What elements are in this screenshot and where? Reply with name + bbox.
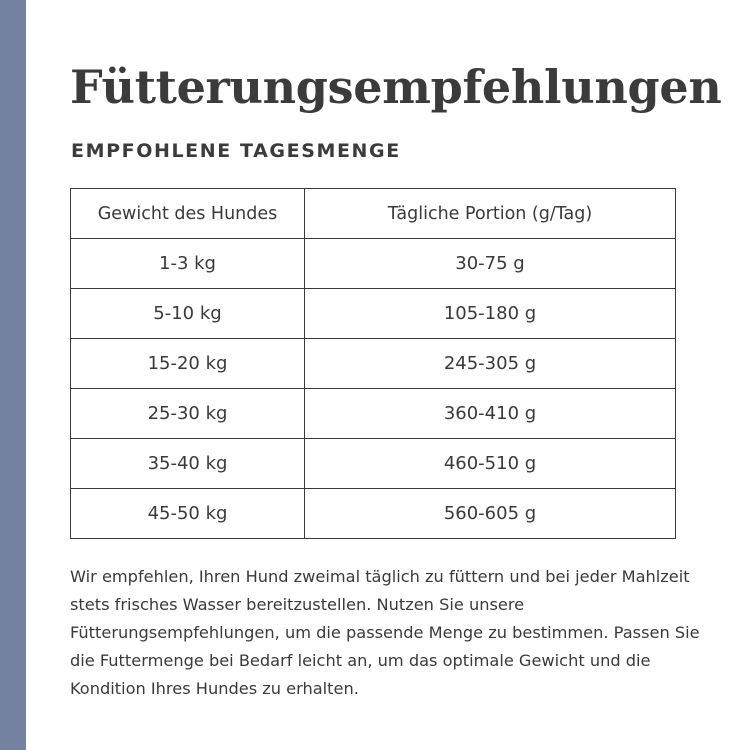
portion-cell: 245-305 g [305, 339, 676, 389]
page-subtitle: EMPFOHLENE TAGESMENGE [71, 140, 401, 162]
portion-cell: 560-605 g [305, 489, 676, 539]
portion-cell: 30-75 g [305, 239, 676, 289]
table-row [71, 339, 676, 389]
portion-cell: 360-410 g [305, 389, 676, 439]
table-header-row [71, 189, 676, 239]
side-accent-bar [0, 0, 26, 750]
portion-cell: 460-510 g [305, 439, 676, 489]
weight-cell: 35-40 kg [71, 439, 305, 489]
page-title: Fütterungsempfehlungen [70, 60, 722, 114]
table-row [71, 489, 676, 539]
weight-cell: 1-3 kg [71, 239, 305, 289]
column-header-portion: Tägliche Portion (g/Tag) [305, 189, 676, 239]
table-row [71, 439, 676, 489]
weight-cell: 5-10 kg [71, 289, 305, 339]
weight-cell: 15-20 kg [71, 339, 305, 389]
table-row [71, 239, 676, 289]
feeding-description: Wir empfehlen, Ihren Hund zweimal täglich zu füttern und bei jeder Mahlzeit stets frisches Wasser bereitzustellen. Nutzen Sie unsere Fütterungsempfehlungen, um die passende Menge zu bestimmen. Passen Sie die Futtermenge bei Bedarf leicht an, um das optimale Gewicht und die Kondition Ihres Hundes zu erhalten. [70, 567, 700, 698]
table-row [71, 389, 676, 439]
weight-cell: 25-30 kg [71, 389, 305, 439]
weight-cell: 45-50 kg [71, 489, 305, 539]
column-header-weight: Gewicht des Hundes [71, 189, 305, 239]
portion-cell: 105-180 g [305, 289, 676, 339]
table-row [71, 289, 676, 339]
feeding-table [70, 188, 676, 539]
